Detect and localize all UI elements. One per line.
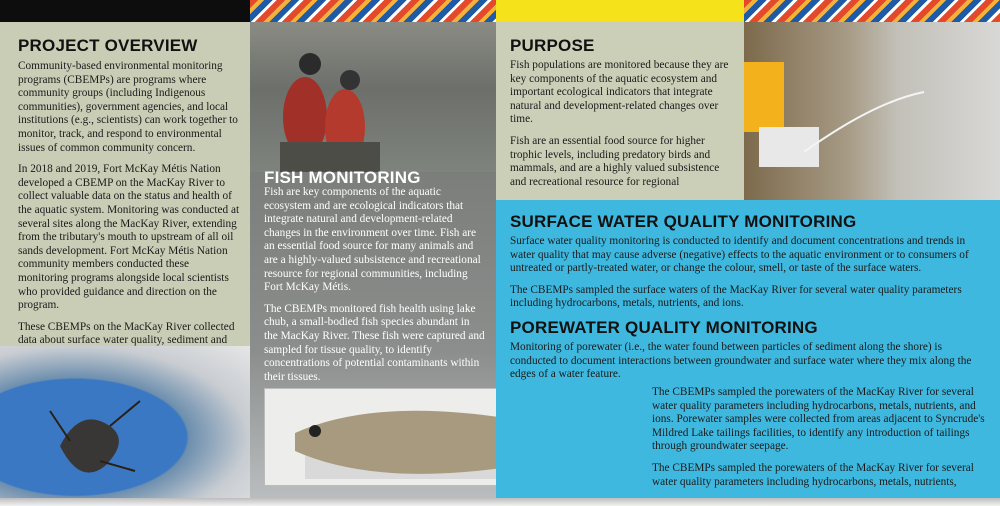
porewater-sampling-photo [744, 22, 1000, 200]
porewater-title: POREWATER QUALITY MONITORING [510, 318, 818, 337]
overview-title: PROJECT OVERVIEW [18, 36, 198, 55]
purpose-title: PURPOSE [510, 36, 595, 55]
page-bottom-shadow [0, 498, 1000, 506]
fish-title: FISH MONITORING [264, 168, 421, 187]
overview-paragraph-2: In 2018 and 2019, Fort McKay Métis Nation developed a CBEMP on the MacKay River to collect valuable data on the status and health of the aquatic system. Monitoring was conducted at several sites along the MacKay River, extending from the tributary's mouth to upstream of all oil sands development. Fort McKay Métis Nation community members conducted these monitoring programs alongside local scientists who provided guidance and direction on the program. [18, 163, 240, 312]
overview-paragraph-3: These CBEMPs on the MacKay River collected data about surface water quality, sediment and [18, 320, 235, 347]
purpose-paragraph-1: Fish populations are monitored because they are key components of the aquatic ecosystem and important ecological indicators that integrate natural and development-related changes over time. [510, 59, 729, 126]
porewater-intro: Monitoring of porewater (i.e., the water found between particles of sediment along the shore) is conducted to document interactions between groundwater and surface water where they mix along the edges of a water feature. [510, 341, 972, 381]
surface-body [510, 235, 990, 319]
surface-paragraph-2: The CBEMPs sampled the surface waters of the MacKay River for several water quality parameters including hydrocarbons, metals, nutrients, and ions. [510, 283, 962, 310]
purpose-body [510, 59, 735, 197]
overview-paragraph-1: Community-based environmental monitoring programs (CBEMPs) are programs where community groups (including Indigenous communities), government agencies, and local institutions (e.g., scientists) can work together to monitor, track, and respond to environmental issues of common community concern. [18, 60, 238, 154]
porewater-paragraph-2: The CBEMPs sampled the porewaters of the MacKay River for several water quality parameters including hydrocarbons, metals, nutrients, and ions. Porewater samples were collected from areas adjacent to Syncrude's Mildred Lake tailings facilities, to identify any introduction of tailings through groundwater seepage. [652, 386, 985, 453]
fish-body [264, 186, 486, 392]
porewater-paragraph-3: The CBEMPs sampled the porewaters of the MacKay River for several water quality parameters including hydrocarbons, metals, nutrients, [652, 461, 974, 488]
top-bar-black [0, 0, 250, 22]
researchers-figure-icon [250, 22, 496, 172]
fish-paragraph-2: The CBEMPs monitored fish health using lake chub, a small-bodied fish species abundant in the MacKay River. These fish were captured and sampled for tissue quality, to identify concentrations of potential contaminants within their tissues. [264, 302, 485, 383]
top-pattern-band-right [744, 0, 1000, 22]
invertebrate-glove-photo [0, 346, 250, 498]
surface-paragraph-1: Surface water quality monitoring is conducted to identify and document concentrations and trends in water quality that may cause adverse (negative) effects to the aquatic environment or to consumers of untreated or partly-treated water, or change the colour, smell, or taste of the surface waters. [510, 235, 969, 275]
porewater-body [652, 386, 987, 497]
invertebrate-icon [0, 346, 250, 498]
fish-paragraph-1: Fish are key components of the aquatic ecosystem and are ecological indicators that integrate natural and development-related changes in the environment over time. Fish are an essential food source for many animals and are a highly-valued subsistence and recreational resource for regional communities, including Fort McKay Métis. [264, 186, 481, 294]
sampling-equipment-icon [744, 22, 1000, 200]
top-bar-yellow [496, 0, 744, 22]
purpose-paragraph-2: Fish are an essential food source for higher trophic levels, including predatory birds and mammals, and are a highly valued subsistence and recreational resource for regional [510, 134, 720, 188]
surface-title: SURFACE WATER QUALITY MONITORING [510, 212, 857, 231]
top-pattern-band-left [250, 0, 496, 22]
researchers-river-photo [250, 22, 496, 172]
